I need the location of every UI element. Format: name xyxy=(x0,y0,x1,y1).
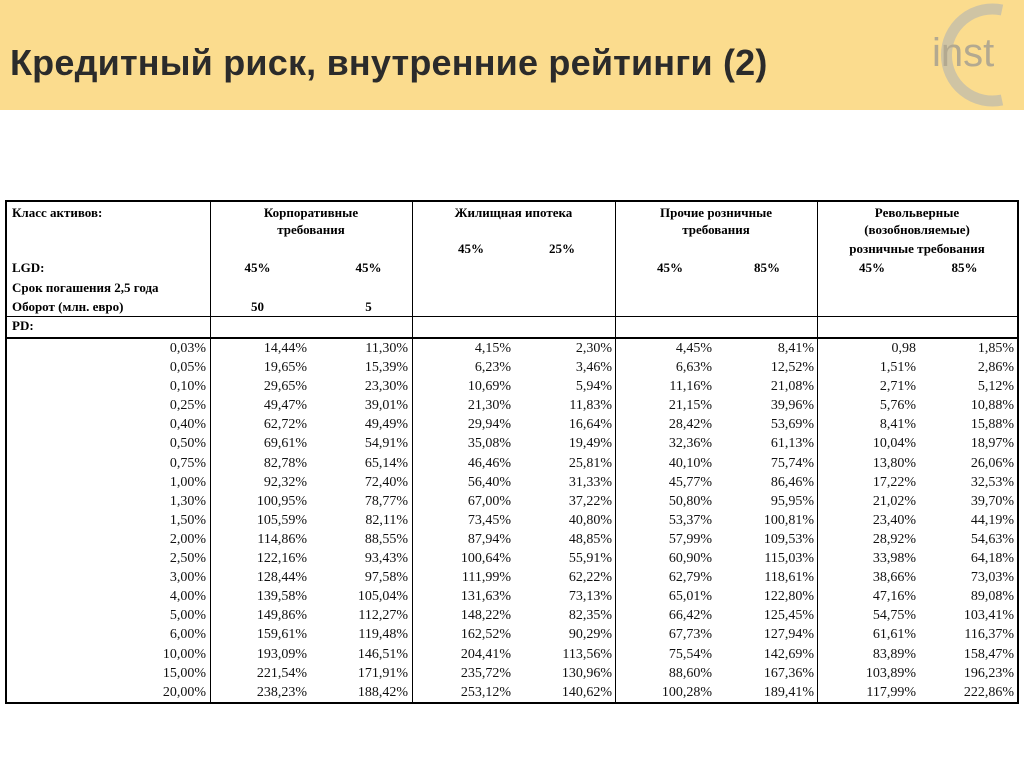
cell-mortgage-1: 148,22% xyxy=(460,608,511,624)
cell-other-retail-1: 100,28% xyxy=(661,684,712,700)
cell-mortgage-2: 16,64% xyxy=(568,417,612,433)
cell-revolving-1: 1,51% xyxy=(879,360,916,376)
cell-other-retail-2: 125,45% xyxy=(763,608,814,624)
logo-text: inst xyxy=(932,31,995,75)
cell-pd: 0,10% xyxy=(169,379,206,395)
mortgage-lgd-1: 45% xyxy=(458,241,484,256)
cell-revolving-2: 44,19% xyxy=(970,512,1014,528)
cell-revolving-1: 21,02% xyxy=(872,493,916,509)
cell-other-retail-2: 122,80% xyxy=(763,589,814,605)
other-retail-header-line1: Прочие розничные xyxy=(659,205,773,220)
cell-mortgage-2: 2,30% xyxy=(575,341,612,356)
revolving-header-line2: (возобновляемые) xyxy=(864,222,970,237)
cell-mortgage-1: 35,08% xyxy=(467,436,511,452)
table-header xyxy=(7,202,1017,317)
table-row xyxy=(7,377,1017,396)
table-row xyxy=(7,683,1017,702)
cell-mortgage-2: 113,56% xyxy=(562,646,612,662)
cell-pd: 3,00% xyxy=(169,570,206,586)
cell-other-retail-1: 88,60% xyxy=(668,665,712,681)
cell-corporate-2: 15,39% xyxy=(364,360,408,376)
table-row xyxy=(7,625,1017,644)
cell-mortgage-1: 6,23% xyxy=(474,360,511,376)
cell-other-retail-2: 86,46% xyxy=(770,474,814,490)
cell-other-retail-1: 57,99% xyxy=(668,531,712,547)
cell-mortgage-2: 31,33% xyxy=(568,474,612,490)
table-row xyxy=(7,434,1017,453)
cell-pd: 1,30% xyxy=(169,493,206,509)
cell-revolving-1: 33,98% xyxy=(872,551,916,567)
cell-corporate-2: 65,14% xyxy=(364,455,408,471)
cell-revolving-2: 54,63% xyxy=(970,531,1014,547)
revolving-header-line1: Револьверные xyxy=(874,205,960,220)
cell-mortgage-1: 21,30% xyxy=(467,398,511,414)
cell-other-retail-1: 11,16% xyxy=(669,379,712,395)
cell-revolving-1: 5,76% xyxy=(879,398,916,414)
turnover-label: Оборот (млн. евро) xyxy=(12,299,124,314)
cell-pd: 0,75% xyxy=(169,455,206,471)
cell-revolving-2: 32,53% xyxy=(970,474,1014,490)
mortgage-header: Жилищная ипотека xyxy=(454,205,573,220)
cell-corporate-1: 69,61% xyxy=(263,436,307,452)
cell-mortgage-1: 67,00% xyxy=(467,493,511,509)
table-row xyxy=(7,358,1017,377)
cell-other-retail-1: 53,37% xyxy=(668,512,712,528)
cell-pd: 0,50% xyxy=(169,436,206,452)
cell-corporate-1: 139,58% xyxy=(256,589,307,605)
other-retail-lgd-1: 45% xyxy=(657,260,683,275)
cell-other-retail-2: 75,74% xyxy=(770,455,814,471)
table-row xyxy=(7,530,1017,549)
cell-pd: 1,50% xyxy=(169,512,206,528)
cell-revolving-2: 10,88% xyxy=(970,398,1014,414)
cell-mortgage-1: 87,94% xyxy=(467,531,511,547)
cell-corporate-1: 105,59% xyxy=(256,512,307,528)
table-row xyxy=(7,396,1017,415)
cell-corporate-2: 23,30% xyxy=(364,379,408,395)
cell-other-retail-1: 62,79% xyxy=(668,570,712,586)
cell-corporate-2: 39,01% xyxy=(364,398,408,414)
cell-mortgage-2: 73,13% xyxy=(568,589,612,605)
cell-corporate-1: 49,47% xyxy=(263,398,307,414)
table-row xyxy=(7,454,1017,473)
revolving-lgd-2: 85% xyxy=(951,260,978,275)
cell-mortgage-2: 40,80% xyxy=(568,512,612,528)
cell-mortgage-1: 73,45% xyxy=(467,512,511,528)
cell-revolving-1: 10,04% xyxy=(872,436,916,452)
cell-mortgage-1: 56,40% xyxy=(467,474,511,490)
table-body xyxy=(7,339,1017,702)
cell-revolving-2: 196,23% xyxy=(963,665,1014,681)
cell-other-retail-2: 53,69% xyxy=(770,417,814,433)
mortgage-lgd-2: 25% xyxy=(549,241,575,256)
revolving-header-line3: розничные требования xyxy=(849,241,985,256)
cell-revolving-1: 28,92% xyxy=(872,531,916,547)
cell-corporate-1: 128,44% xyxy=(256,570,307,586)
cell-corporate-2: 105,04% xyxy=(357,589,408,605)
cell-corporate-2: 93,43% xyxy=(364,551,408,567)
cell-pd: 2,00% xyxy=(169,531,206,547)
pd-label: PD: xyxy=(12,318,34,333)
cell-mortgage-1: 131,63% xyxy=(460,589,511,605)
cell-revolving-1: 117,99% xyxy=(866,684,916,700)
cell-revolving-2: 18,97% xyxy=(970,436,1014,452)
cell-corporate-2: 88,55% xyxy=(364,531,408,547)
table-row xyxy=(7,664,1017,683)
cell-revolving-1: 2,71% xyxy=(879,379,916,395)
risk-weights-table xyxy=(5,200,1019,704)
cell-revolving-2: 1,85% xyxy=(977,341,1014,356)
cell-other-retail-2: 127,94% xyxy=(763,627,814,643)
cell-mortgage-2: 19,49% xyxy=(568,436,612,452)
cell-corporate-1: 14,44% xyxy=(263,341,307,356)
cell-other-retail-2: 21,08% xyxy=(770,379,814,395)
cell-mortgage-2: 130,96% xyxy=(561,665,612,681)
cell-other-retail-1: 65,01% xyxy=(668,589,712,605)
pd-row xyxy=(7,317,1017,339)
cell-mortgage-1: 46,46% xyxy=(467,455,511,471)
cell-corporate-2: 72,40% xyxy=(364,474,408,490)
cell-revolving-2: 39,70% xyxy=(970,493,1014,509)
cell-mortgage-2: 62,22% xyxy=(568,570,612,586)
cell-revolving-1: 0,98 xyxy=(891,341,916,356)
cell-revolving-2: 26,06% xyxy=(970,455,1014,471)
cell-revolving-2: 116,37% xyxy=(964,627,1014,643)
cell-corporate-2: 146,51% xyxy=(357,646,408,662)
cell-corporate-2: 97,58% xyxy=(364,570,408,586)
cell-corporate-2: 171,91% xyxy=(357,665,408,681)
title-bar xyxy=(0,0,1024,110)
cell-corporate-2: 78,77% xyxy=(364,493,408,509)
table-row xyxy=(7,568,1017,587)
corporate-lgd-1: 45% xyxy=(244,260,271,275)
cell-mortgage-2: 25,81% xyxy=(568,455,612,471)
table-row xyxy=(7,473,1017,492)
cell-revolving-2: 222,86% xyxy=(963,684,1014,700)
cell-mortgage-2: 90,29% xyxy=(568,627,612,643)
cell-corporate-1: 100,95% xyxy=(256,493,307,509)
cell-mortgage-1: 4,15% xyxy=(474,341,511,356)
cell-other-retail-1: 40,10% xyxy=(668,455,712,471)
cell-corporate-1: 221,54% xyxy=(256,665,307,681)
cell-revolving-1: 103,89% xyxy=(865,665,916,681)
cell-corporate-1: 149,86% xyxy=(256,608,307,624)
cell-mortgage-1: 29,94% xyxy=(467,417,511,433)
cell-other-retail-2: 8,41% xyxy=(777,341,814,356)
corporate-lgd-2: 45% xyxy=(355,260,382,275)
table-row xyxy=(7,549,1017,568)
cell-mortgage-1: 162,52% xyxy=(460,627,511,643)
cell-corporate-1: 92,32% xyxy=(263,474,307,490)
cell-corporate-2: 119,48% xyxy=(358,627,408,643)
cell-pd: 2,50% xyxy=(169,551,206,567)
cell-revolving-1: 47,16% xyxy=(872,589,916,605)
cell-corporate-2: 112,27% xyxy=(358,608,408,624)
asset-class-label: Класс активов: xyxy=(12,205,103,220)
cell-revolving-1: 83,89% xyxy=(872,646,916,662)
cell-pd: 1,00% xyxy=(169,474,206,490)
cell-mortgage-1: 204,41% xyxy=(460,646,511,662)
cell-revolving-2: 89,08% xyxy=(970,589,1014,605)
cell-corporate-1: 193,09% xyxy=(256,646,307,662)
cell-revolving-2: 158,47% xyxy=(963,646,1014,662)
cell-pd: 20,00% xyxy=(162,684,206,700)
table-row xyxy=(7,492,1017,511)
cell-revolving-1: 61,61% xyxy=(872,627,916,643)
cell-other-retail-2: 39,96% xyxy=(770,398,814,414)
cell-revolving-1: 23,40% xyxy=(872,512,916,528)
cell-other-retail-1: 75,54% xyxy=(668,646,712,662)
cell-mortgage-2: 55,91% xyxy=(568,551,612,567)
cell-other-retail-2: 61,13% xyxy=(770,436,814,452)
cell-mortgage-2: 48,85% xyxy=(568,531,612,547)
cell-pd: 0,40% xyxy=(169,417,206,433)
cell-mortgage-2: 140,62% xyxy=(561,684,612,700)
cell-other-retail-1: 50,80% xyxy=(668,493,712,509)
cell-pd: 6,00% xyxy=(169,627,206,643)
cell-pd: 0,05% xyxy=(169,360,206,376)
table-row xyxy=(7,606,1017,625)
corporate-header-line2: требования xyxy=(277,222,345,237)
cell-other-retail-1: 45,77% xyxy=(668,474,712,490)
cell-other-retail-2: 95,95% xyxy=(770,493,814,509)
table-row xyxy=(7,645,1017,664)
cell-revolving-2: 2,86% xyxy=(977,360,1014,376)
cell-mortgage-1: 100,64% xyxy=(460,551,511,567)
corporate-header-line1: Корпоративные xyxy=(263,205,359,220)
table-row xyxy=(7,587,1017,606)
cell-revolving-2: 15,88% xyxy=(970,417,1014,433)
cell-mortgage-2: 11,83% xyxy=(569,398,612,414)
cell-corporate-1: 29,65% xyxy=(263,379,307,395)
table-row xyxy=(7,339,1017,358)
cell-other-retail-1: 21,15% xyxy=(668,398,712,414)
cell-corporate-2: 54,91% xyxy=(364,436,408,452)
cell-other-retail-1: 32,36% xyxy=(668,436,712,452)
corporate-turnover-1: 50 xyxy=(251,299,264,314)
cell-other-retail-2: 118,61% xyxy=(764,570,814,586)
corporate-turnover-2: 5 xyxy=(365,299,372,314)
cell-revolving-1: 13,80% xyxy=(872,455,916,471)
cell-corporate-1: 122,16% xyxy=(256,551,307,567)
cell-corporate-1: 82,78% xyxy=(263,455,307,471)
cell-mortgage-2: 5,94% xyxy=(575,379,612,395)
cell-pd: 5,00% xyxy=(169,608,206,624)
cell-other-retail-2: 100,81% xyxy=(763,512,814,528)
cell-mortgage-2: 3,46% xyxy=(575,360,612,376)
lgd-label: LGD: xyxy=(12,260,45,275)
cell-other-retail-1: 6,63% xyxy=(675,360,712,376)
cell-pd: 15,00% xyxy=(162,665,206,681)
cell-mortgage-1: 10,69% xyxy=(467,379,511,395)
cell-corporate-1: 114,86% xyxy=(257,531,307,547)
cell-revolving-1: 54,75% xyxy=(872,608,916,624)
cell-mortgage-1: 111,99% xyxy=(461,570,511,586)
cell-revolving-1: 17,22% xyxy=(872,474,916,490)
table-row xyxy=(7,511,1017,530)
table-row xyxy=(7,415,1017,434)
cell-mortgage-2: 37,22% xyxy=(568,493,612,509)
cell-corporate-1: 159,61% xyxy=(256,627,307,643)
cell-revolving-2: 103,41% xyxy=(963,608,1014,624)
cell-other-retail-2: 12,52% xyxy=(770,360,814,376)
cell-other-retail-2: 189,41% xyxy=(763,684,814,700)
maturity-label: Срок погашения 2,5 года xyxy=(12,280,159,295)
cell-corporate-1: 238,23% xyxy=(256,684,307,700)
cell-revolving-2: 64,18% xyxy=(970,551,1014,567)
cell-corporate-1: 19,65% xyxy=(263,360,307,376)
cell-revolving-2: 5,12% xyxy=(977,379,1014,395)
cell-mortgage-1: 253,12% xyxy=(460,684,511,700)
other-retail-header-line2: требования xyxy=(682,222,750,237)
other-retail-lgd-2: 85% xyxy=(754,260,780,275)
cell-other-retail-1: 66,42% xyxy=(668,608,712,624)
cell-other-retail-1: 60,90% xyxy=(668,551,712,567)
slide-title: Кредитный риск, внутренние рейтинги (2) xyxy=(10,42,768,83)
cell-revolving-1: 38,66% xyxy=(872,570,916,586)
cell-other-retail-1: 4,45% xyxy=(675,341,712,356)
cell-corporate-2: 82,11% xyxy=(365,512,408,528)
cell-other-retail-2: 115,03% xyxy=(764,551,814,567)
cell-other-retail-2: 109,53% xyxy=(763,531,814,547)
cell-other-retail-1: 67,73% xyxy=(668,627,712,643)
cell-corporate-2: 11,30% xyxy=(365,341,408,356)
cell-other-retail-2: 142,69% xyxy=(763,646,814,662)
cell-pd: 0,25% xyxy=(169,398,206,414)
cell-other-retail-1: 28,42% xyxy=(668,417,712,433)
cell-pd: 4,00% xyxy=(169,589,206,605)
cell-revolving-2: 73,03% xyxy=(970,570,1014,586)
cell-pd: 0,03% xyxy=(169,341,206,356)
revolving-lgd-1: 45% xyxy=(859,260,885,275)
cell-corporate-1: 62,72% xyxy=(263,417,307,433)
cell-mortgage-2: 82,35% xyxy=(568,608,612,624)
cell-pd: 10,00% xyxy=(162,646,206,662)
inst-logo xyxy=(904,0,1024,116)
cell-mortgage-1: 235,72% xyxy=(460,665,511,681)
cell-corporate-2: 188,42% xyxy=(357,684,408,700)
cell-other-retail-2: 167,36% xyxy=(763,665,814,681)
cell-corporate-2: 49,49% xyxy=(364,417,408,433)
cell-revolving-1: 8,41% xyxy=(879,417,916,433)
